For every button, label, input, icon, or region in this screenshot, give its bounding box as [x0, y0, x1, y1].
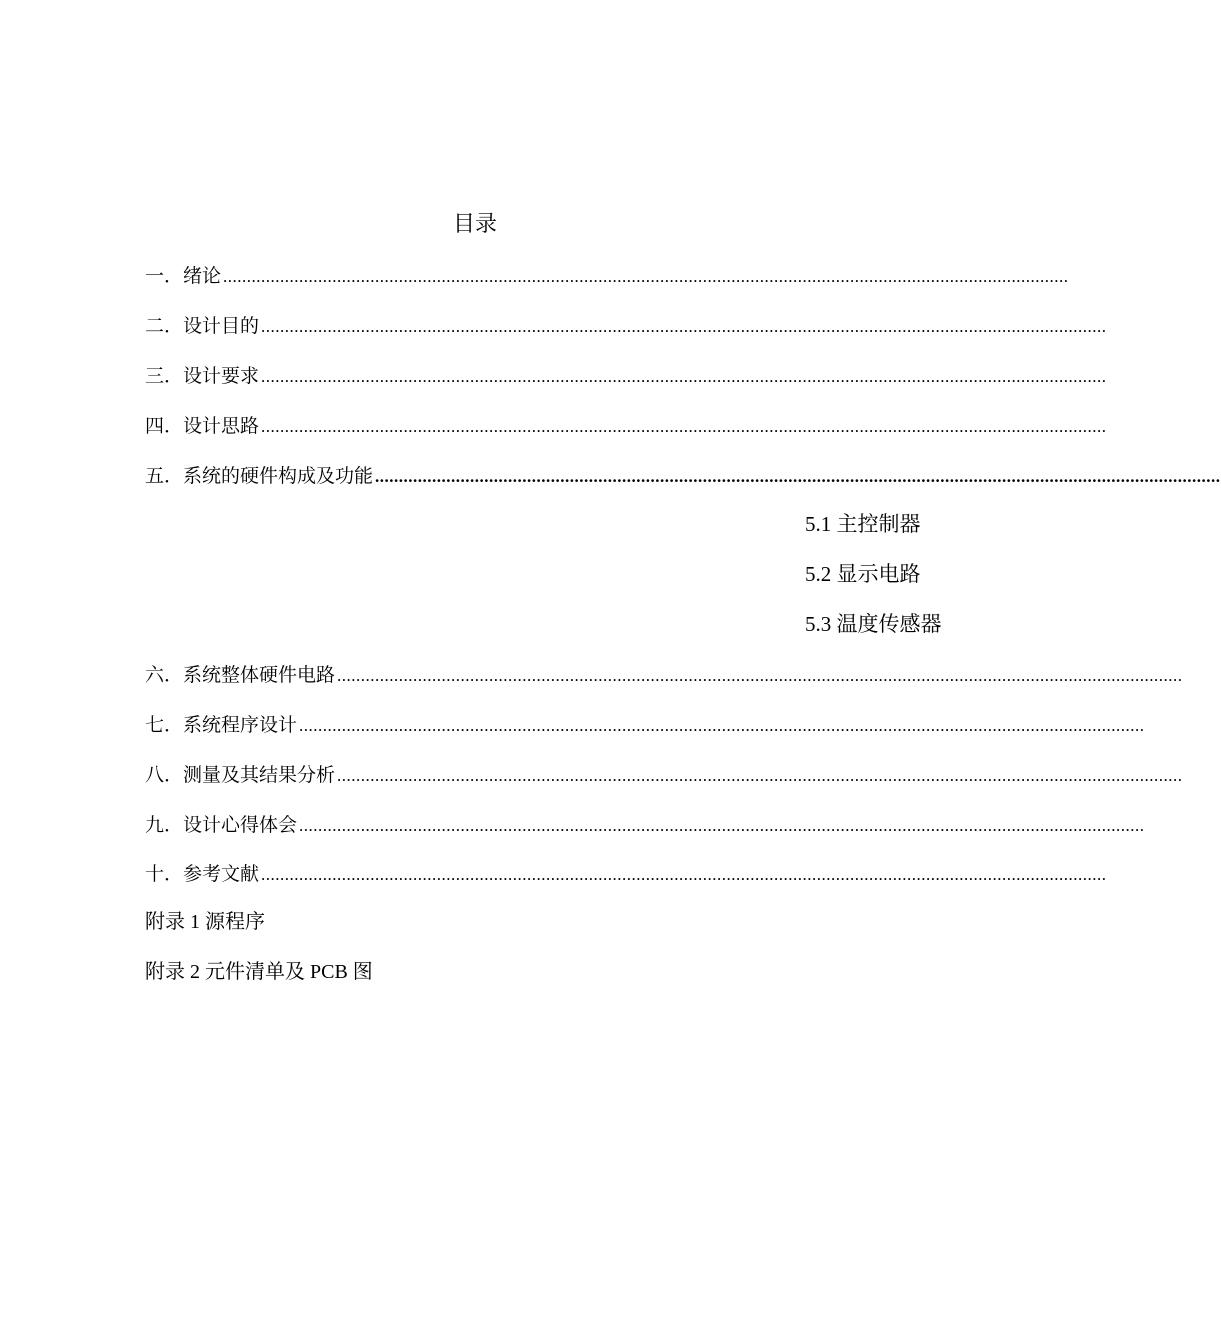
toc-dot-leader: .................................................................................................................................................................................. — [261, 865, 1107, 884]
toc-sub-entry-5-1: 5.1 主控制器 — [805, 512, 921, 536]
toc-entry-label: 设计目的 — [183, 315, 260, 337]
toc-entry-1 — [145, 261, 1069, 291]
toc-entry-number: 八． — [145, 764, 184, 786]
toc-entry-label: 设计思路 — [183, 415, 260, 437]
toc-entry-8 — [145, 760, 1183, 790]
toc-dot-leader: .................................................................................................................................................................................. — [299, 816, 1145, 835]
toc-entry-number: 三． — [145, 365, 184, 387]
toc-sub-entry-5-2: 5.2 显示电路 — [805, 562, 921, 586]
toc-entry-number: 二． — [145, 315, 184, 337]
toc-entry-number: 一． — [145, 265, 184, 287]
toc-entry-5 — [145, 461, 1221, 491]
toc-entry-6 — [145, 660, 1183, 690]
toc-entry-3 — [145, 361, 1107, 391]
toc-entry-number: 七． — [145, 714, 184, 736]
toc-entry-label: 测量及其结果分析 — [183, 764, 336, 786]
toc-dot-leader: .................................................................................................................................................................................. — [375, 467, 1221, 486]
toc-entry-label: 参考文献 — [183, 863, 260, 885]
toc-appendix-2: 附录 2 元件清单及 PCB 图 — [145, 961, 373, 983]
toc-entry-label: 设计心得体会 — [183, 814, 298, 836]
toc-title: 目录 — [452, 212, 497, 237]
toc-entry-number: 十． — [145, 863, 184, 885]
toc-entry-9 — [145, 810, 1145, 840]
toc-appendix-1: 附录 1 源程序 — [145, 911, 265, 933]
toc-entry-number: 四． — [145, 415, 184, 437]
toc-entry-label: 系统程序设计 — [183, 714, 298, 736]
toc-dot-leader: .................................................................................................................................................................................. — [337, 666, 1183, 685]
toc-dot-leader: .................................................................................................................................................................................. — [261, 317, 1107, 336]
toc-entry-7 — [145, 710, 1145, 740]
toc-entry-number: 九． — [145, 814, 184, 836]
toc-entry-number: 五． — [145, 465, 184, 487]
toc-entry-10 — [145, 859, 1107, 889]
toc-entry-4 — [145, 411, 1107, 441]
toc-dot-leader: .................................................................................................................................................................................. — [223, 267, 1069, 286]
toc-dot-leader: .................................................................................................................................................................................. — [299, 716, 1145, 735]
toc-entry-label: 绪论 — [183, 265, 222, 287]
toc-entry-label: 系统的硬件构成及功能 — [183, 465, 374, 487]
toc-dot-leader: .................................................................................................................................................................................. — [337, 766, 1183, 785]
toc-entry-label: 设计要求 — [183, 365, 260, 387]
toc-sub-entry-5-3: 5.3 温度传感器 — [805, 612, 942, 636]
toc-dot-leader: .................................................................................................................................................................................. — [261, 367, 1107, 386]
toc-entry-label: 系统整体硬件电路 — [183, 664, 336, 686]
toc-entry-2 — [145, 311, 1107, 341]
toc-dot-leader: .................................................................................................................................................................................. — [261, 417, 1107, 436]
toc-entry-number: 六． — [145, 664, 184, 686]
